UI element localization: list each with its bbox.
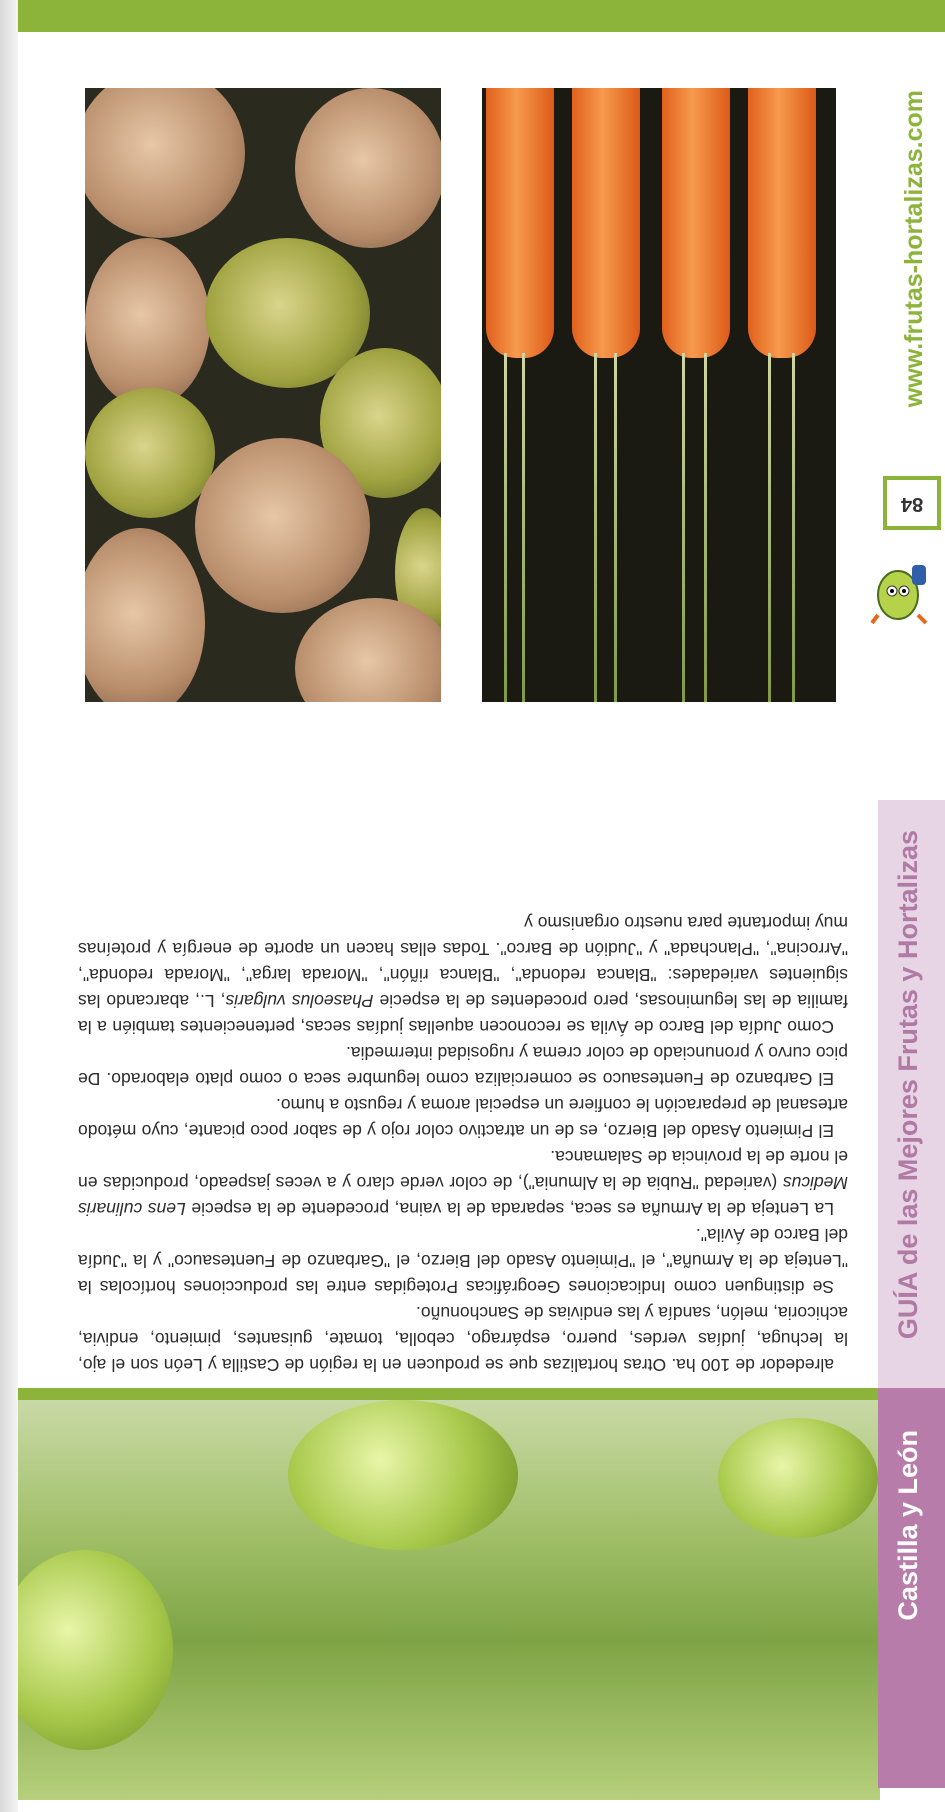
pea-shape [18, 1550, 173, 1750]
article-body [78, 728, 848, 1378]
article-paragraph: La Lenteja de la Armuña es seca, separada de la vaina, procedente de la especie Lens culinaris Medicus (variedad "Rubia de la Almunia"), de color verde claro y a veces jaspeado, producidas en el norte de la provincia de Salamanca. [78, 1147, 848, 1219]
carrot-stem [792, 353, 795, 702]
pear-shape [85, 88, 245, 238]
carrot-shape [662, 88, 730, 358]
mascot-icon [868, 545, 934, 625]
pea-shape [718, 1418, 878, 1538]
article-paragraph: El Pimiento Asado del Bierzo, es de un atractivo color rojo y de sabor poco picante, cuyo método artesanal de preparación le confiere un especial aroma y regusto a humo. [78, 1095, 848, 1141]
pear-shape [295, 88, 441, 248]
page-number-box [883, 476, 941, 530]
carrot-stem [522, 353, 525, 702]
article-paragraph: El Garbanzo de Fuentesauco se comercializa como legumbre seca o como plato elaborado. De pico curvo y pronunciado de color crema y rugosidad intermedia. [78, 1043, 848, 1089]
carrot-stem [594, 353, 597, 702]
article-paragraph: Se distinguen como Indicaciones Geográficas Protegidas entre las producciones hortícolas la "Lenteja de la Armuña", el "Pimiento Asado del Bierzo, el "Garbanzo de Fuentesauco" y la "Judía del Barco de Ávila". [78, 1225, 848, 1297]
article-paragraph: alrededor de 100 ha. Otras hortalizas que se producen en la región de Castilla y León son el ajo, la lechuga, judías verdes, puerro, espárrago, cebolla, tomate, guisantes, pimiento, endivia, achicoria, melón, sandía y las endivias de Sanchonuño. [78, 1303, 848, 1375]
pear-shape [85, 388, 215, 518]
latin-name: Phaseolus vulgaris [225, 991, 374, 1011]
carrots-photo [482, 88, 836, 702]
pear-shape [295, 598, 441, 702]
carrot-stem [504, 353, 507, 702]
pears-photo [85, 88, 441, 702]
pear-shape [85, 238, 210, 408]
guide-title: GUÍA de las Mejores Frutas y Hortalizas [893, 830, 923, 1340]
carrot-stem [614, 353, 617, 702]
page-number: 84 [900, 492, 924, 515]
article-paragraph: Como Judía del Barco de Ávila se reconocen aquellas judías secas, pertenecientes también a la familia de las leguminosas, pero procedentes de la especie Phaseolus vulgaris, L., abarcando las siguientes variedades: "Blanca redonda", "Blanca riñón", "Morada larga", "Morada redonda", "Arrocina", "Planchada" y "Judión de Barco". Todas ellas hacen un aporte de energía y proteínas muy importante para nuestro organismo y [77, 913, 848, 1037]
carrot-shape [748, 88, 816, 358]
carrot-stem [704, 353, 707, 702]
latin-name: Lens culinaris Medicus [78, 1173, 848, 1219]
carrot-shape [572, 88, 640, 358]
pear-shape [195, 438, 370, 613]
pear-shape [85, 528, 205, 702]
pea-shape [288, 1400, 518, 1550]
carrot-shape [486, 88, 554, 358]
website-url[interactable]: www.frutas-hortalizas.com [900, 90, 928, 408]
carrot-stem [768, 353, 771, 702]
carrot-stem [682, 353, 685, 702]
peas-photo [18, 1400, 880, 1800]
page-edge [0, 0, 18, 1812]
region-title: Castilla y León [893, 1430, 923, 1621]
middle-green-band [18, 1388, 898, 1400]
top-green-band [18, 0, 945, 32]
